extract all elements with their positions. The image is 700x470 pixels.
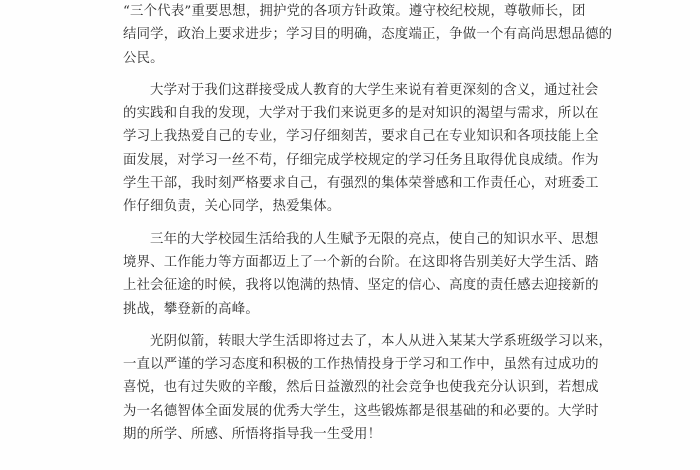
paragraph-line: 的实践和自我的发现，大学对于我们来说更多的是对知识的渴望与需求，所以在 [123,106,599,122]
paragraph-line: 光阴似箭，转眼大学生活即将过去了，本人从进入某某大学系班级学习以来， [150,333,613,349]
paragraph-line: 喜悦，也有过失败的辛酸，然后日益激烈的社会竞争也使我充分认识到，若想成 [123,380,599,396]
paragraph-2 [123,79,599,219]
paragraph-line: 上社会征途的时候，我将以饱满的热情、坚定的信心、高度的责任感去迎接新的 [123,278,599,294]
paragraph-1 [123,0,613,70]
paragraph-4 [123,330,613,446]
document-body [123,0,613,446]
paragraph-line: 公民。 [123,50,164,66]
paragraph-line: 学习上我热爱自己的专业，学习仔细刻苦，要求自己在专业知识和各项技能上全 [123,129,599,145]
paragraph-line: 结同学，政治上要求进步；学习目的明确，态度端正，争做一个有高尚思想品德的 [123,27,613,43]
paragraph-line: 大学对于我们这群接受成人教育的大学生来说有着更深刻的含义，通过社会 [150,82,599,98]
paragraph-line: 一直以严谨的学习态度和积极的工作热情投身于学习和工作中，虽然有过成功的 [123,357,599,373]
paragraph-line: 学生干部，我时刻严格要求自己，有强烈的集体荣誉感和工作责任心，对班委工 [123,176,599,192]
paragraph-3 [123,228,599,321]
paragraph-line: 境界、工作能力等方面都迈上了一个新的台阶。在这即将告别美好大学生活、踏 [123,254,599,270]
paragraph-line: 作仔细负责，关心同学，热爱集体。 [123,199,341,215]
paragraph-line: 期的所学、所感、所悟将指导我一生受用！ [123,427,382,443]
paragraph-line: 为一名德智体全面发展的优秀大学生，这些锻炼都是很基础的和必要的。大学时 [123,403,599,419]
paragraph-line: 面发展，对学习一丝不苟，仔细完成学校规定的学习任务且取得优良成绩。作为 [123,152,599,168]
paragraph-line: 挑战，攀登新的高峰。 [123,301,259,317]
paragraph-line: 三年的大学校园生活给我的人生赋予无限的亮点，使自己的知识水平、思想 [150,231,599,247]
paragraph-line: “三个代表”重要思想，拥护党的各项方针政策。遵守校纪校规，尊敬师长，团 [123,4,586,19]
